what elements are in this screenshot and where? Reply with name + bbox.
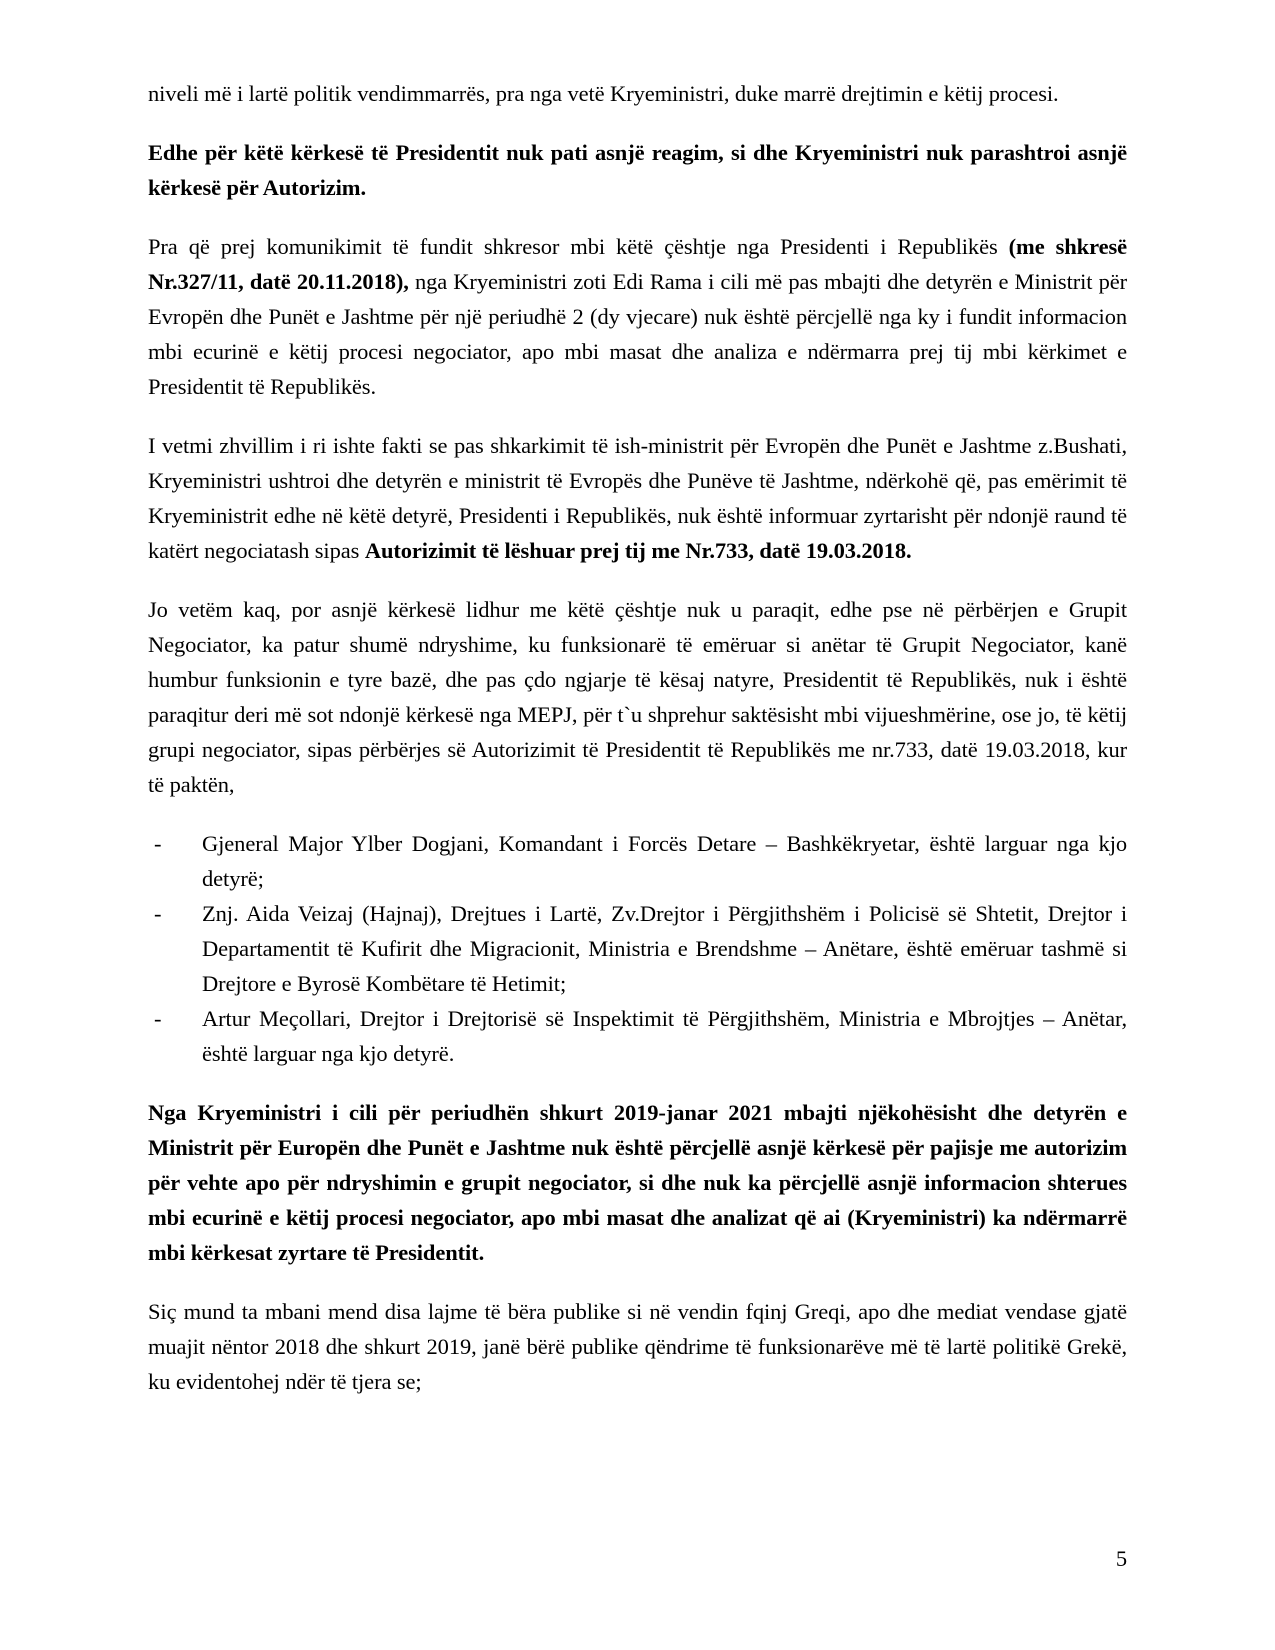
list-item-text: Gjeneral Major Ylber Dogjani, Komandant i Forcës Detare – Bashkëkryetar, është larguar nga kjo detyrë; [202,831,1127,891]
text-run-bold: Autorizimit të lëshuar prej tij me Nr.733, datë 19.03.2018. [364,538,912,563]
text-run: Nga Kryeministri i cili për periudhën shkurt 2019-janar 2021 mbajti njëkohësisht dhe detyrën e Ministrit për Europën dhe Punët e Jashtme nuk është përcjellë asnjë kërkesë për pajisje me autorizim për vehte apo për ndryshimin e grupit negociator, si dhe nuk ka përcjellë asnjë informacion shterues mbi ecurinë e këtij procesi negociator, apo mbi masat dhe analizat që ai (Kryeministri) ka ndërmarrë mbi kërkesat zyrtare të Presidentit. [148,1100,1127,1265]
dash-marker: - [154,1006,162,1031]
dash-marker: - [154,831,162,856]
page-number: 5 [1115,1546,1127,1571]
text-run: nga Kryeministri zoti Edi Rama i cili më pas mbajti dhe detyrën e Ministrit për Evropën dhe Punët e Jashtme për një periudhë 2 (dy vjecare) nuk është përcjellë nga ky i fundit informacion mbi ecurinë e këtij procesi negociator, apo mbi masat dhe analiza e ndërmarra prej tij mbi kërkimet e Presidentit të Republikës. [148,269,1127,399]
text-run: I vetmi zhvillim i ri ishte fakti se pas shkarkimit të ish-ministrit për Evropën dhe Punët e Jashtme z.Bushati, Kryeministri ushtroi dhe detyrën e ministrit të Evropës dhe Punëve të Jashtme, ndërkohë që, pas emërimit të Kryeministrit edhe në këtë detyrë, Presidenti i Republikës, nuk është informuar zyrtarisht për ndonjë raund të katërt negociatash sipas [148,433,1127,563]
paragraph-negotiating-group-changes [148,592,1127,802]
list-item [148,896,1127,1001]
paragraph-bold-no-reaction [148,135,1127,205]
text-run-bold: (me shkresë Nr.327/11, datë 20.11.2018), [148,234,1128,294]
text-run: Jo vetëm kaq, por asnjë kërkesë lidhur me këtë çështje nuk u paraqit, edhe pse në përbërjen e Grupit Negociator, ka patur shumë ndryshime, ku funksionarë të emëruar si anëtar të Grupit Negociator, kanë humbur funksionin e tyre bazë, dhe pas çdo ngjarje të kësaj natyre, Presidentit të Republikës, nuk i është paraqitur deri më sot ndonjë kërkesë nga MEPJ, për t`u shprehur saktësisht mbi vijueshmërine, ose jo, të këtij grupi negociator, sipas përbërjes së Autorizimit të Presidentit të Republikës me nr.733, datë 19.03.2018, kur të paktën, [148,597,1127,797]
list-item [148,826,1127,896]
document-content [148,76,1127,1423]
text-run: Pra që prej komunikimit të fundit shkresor mbi këtë çështje nga Presidenti i Republikës [148,234,1009,259]
paragraph-only-development [148,428,1127,568]
paragraph-continuation [148,76,1127,111]
list-item-text: Artur Meçollari, Drejtor i Drejtorisë së Inspektimit të Përgjithshëm, Ministria e Mbrojtjes – Anëtar, është larguar nga kjo detyrë. [202,1006,1127,1066]
paragraph-public-news [148,1294,1127,1399]
paragraph-bold-prime-minister-period [148,1095,1127,1270]
paragraph-last-communication [148,229,1127,404]
text-run: niveli më i lartë politik vendimmarrës, pra nga vetë Kryeministri, duke marrë drejtimin e këtij procesi. [148,81,1059,106]
text-run: Edhe për këtë kërkesë të Presidentit nuk pati asnjë reagim, si dhe Kryeministri nuk parashtroi asnjë kërkesë për Autorizim. [148,140,1127,200]
text-run: Siç mund ta mbani mend disa lajme të bëra publike si në vendin fqinj Greqi, apo dhe mediat vendase gjatë muajit nëntor 2018 dhe shkurt 2019, janë bërë publike qëndrime të funksionarëve më të lartë politikë Grekë, ku evidentohej ndër të tjera se; [148,1299,1127,1394]
list-item-text: Znj. Aida Veizaj (Hajnaj), Drejtues i Lartë, Zv.Drejtor i Përgjithshëm i Policisë së Shtetit, Drejtor i Departamentit të Kufirit dhe Migracionit, Ministria e Brendshme – Anëtare, është emëruar tashmë si Drejtore e Byrosë Kombëtare të Hetimit; [202,901,1127,996]
dash-list [148,826,1127,1071]
list-item [148,1001,1127,1071]
dash-marker: - [154,901,162,926]
